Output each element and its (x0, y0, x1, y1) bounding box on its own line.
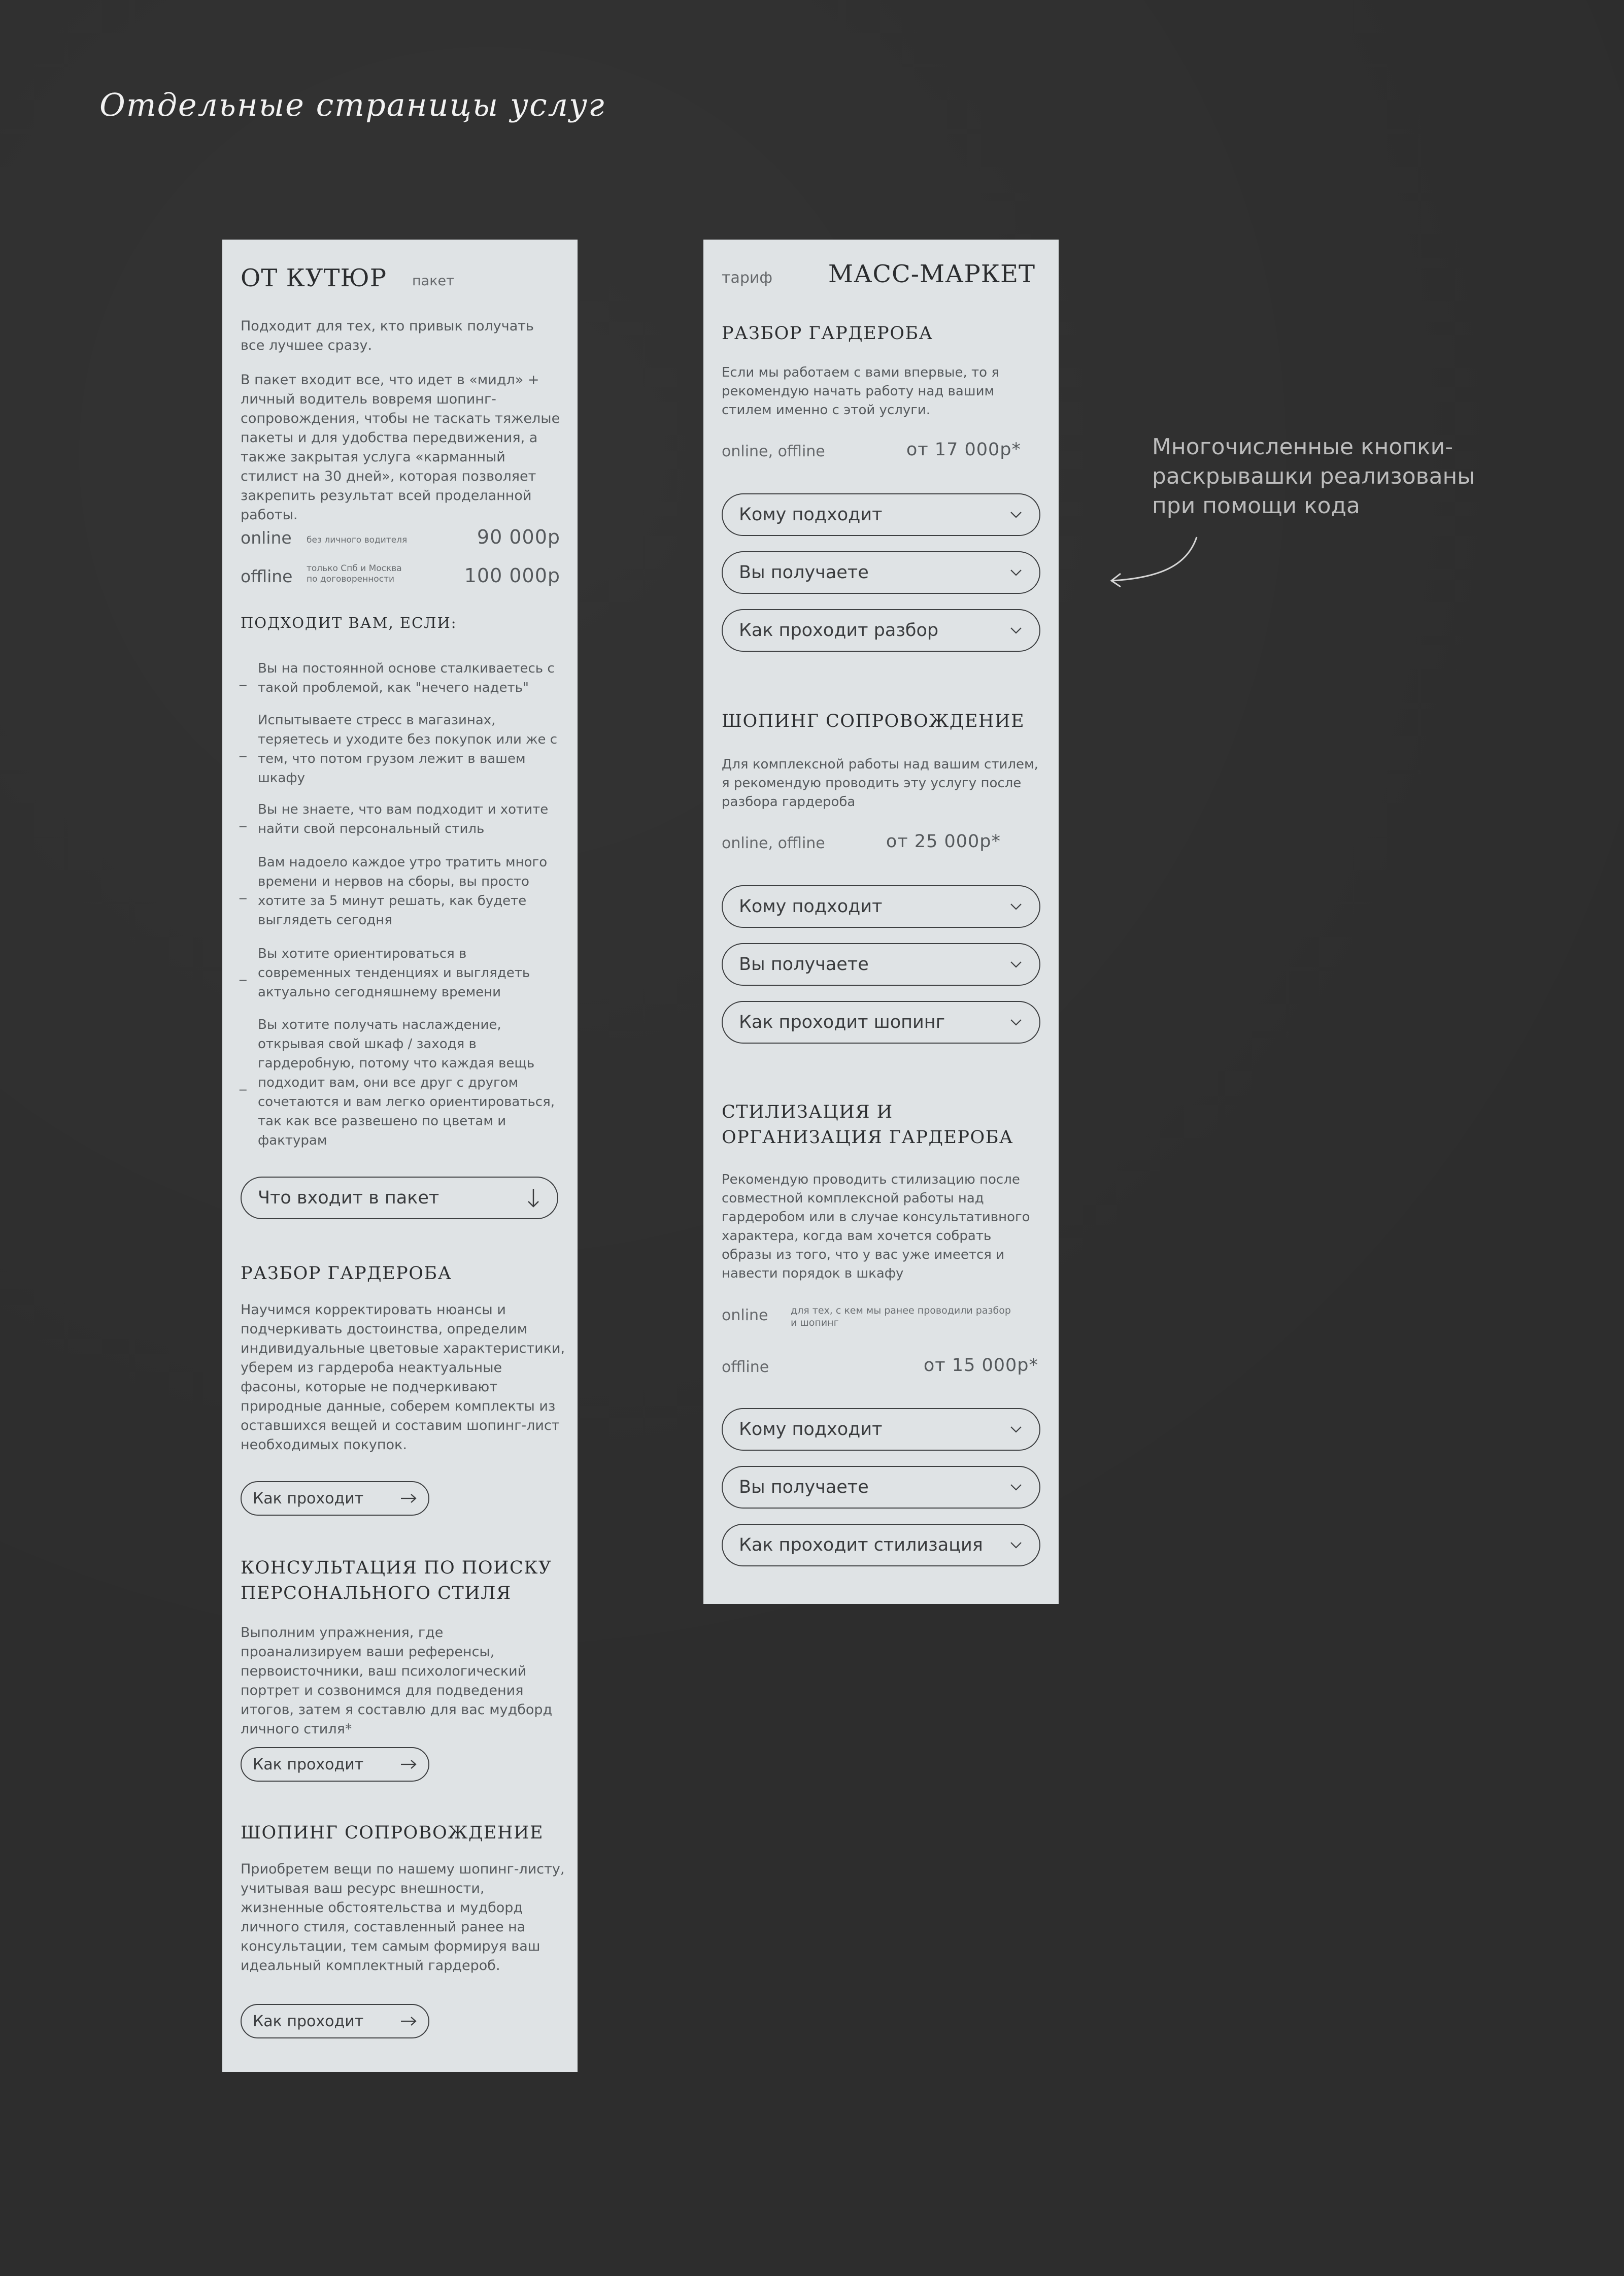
arrow-right-icon (400, 1759, 417, 1770)
dropdown-how-it-works[interactable]: Как проходит шопинг (722, 1001, 1040, 1044)
package-badge: пакет (412, 273, 454, 289)
chevron-down-icon (1010, 511, 1022, 518)
chevron-down-icon (1010, 627, 1022, 634)
list-item: _ Вы хотите ориентироваться в современных тенденциях и выглядеть актуально сегодняшнему времени (240, 946, 530, 1000)
service-format-offline: offline (722, 1358, 769, 1376)
dropdown-how-it-works[interactable]: Как проходит разбор (722, 609, 1040, 652)
package-title: ОТ КУТЮР (241, 264, 387, 292)
service-online-note: для тех, с кем мы ранее проводили разбор и шопинг (791, 1305, 1011, 1328)
list-item: _ Вы на постоянной основе сталкиваетесь с такой проблемой, как "нечего надеть" (240, 661, 555, 695)
chevron-down-icon (1010, 569, 1022, 576)
how-it-works-button[interactable]: Как проходит (241, 1747, 429, 1782)
list-item: _ Вы не знаете, что вам подходит и хотите найти свой персональный стиль (240, 802, 549, 836)
list-item: _ Вам надоело каждое утро тратить много времени и нервов на сборы, вы просто хотите за 5 минут решать, как будете выглядеть сегодня (240, 855, 548, 928)
dash-icon: _ (240, 965, 247, 981)
chevron-down-icon (1010, 1484, 1022, 1491)
dropdown-you-get[interactable]: Вы получаете (722, 943, 1040, 986)
arrow-down-icon (527, 1188, 540, 1208)
curved-arrow-icon (1106, 534, 1203, 590)
dropdown-how-it-works[interactable]: Как проходит стилизация (722, 1524, 1040, 1566)
dash-icon: _ (240, 811, 247, 827)
section-text: Приобретем вещи по нашему шопинг-листу, учитывая ваш ресурс внешности, жизненные обстоятельства и мудборд личного стиля, составленный ранее на консультации, тем самым формируя ваш идеальный комплектный гардероб. (241, 1861, 565, 1973)
dash-icon: _ (240, 741, 247, 757)
tariff-title: МАСС-МАРКЕТ (828, 260, 1035, 288)
service-price: от 15 000р* (923, 1355, 1038, 1376)
list-item: _ Испытываете стресс в магазинах, теряетесь и уходите без покупок или же с тем, что потом грузом лежит в вашем шкафу (240, 713, 558, 786)
price-offline: 100 000р (464, 564, 560, 587)
how-it-works-button[interactable]: Как проходит (241, 1481, 429, 1516)
price-format-offline: offline (241, 566, 293, 586)
service-price: от 17 000р* (906, 440, 1021, 460)
section-title: РАЗБОР ГАРДЕРОБА (722, 323, 933, 344)
chevron-down-icon (1010, 961, 1022, 968)
section-title: СТИЛИЗАЦИЯ И ОРГАНИЗАЦИЯ ГАРДЕРОБА (722, 1102, 1013, 1148)
price-online: 90 000р (477, 526, 560, 548)
dropdown-who-fits[interactable]: Кому подходит (722, 493, 1040, 536)
service-price: от 25 000р* (886, 831, 1001, 852)
chevron-down-icon (1010, 1019, 1022, 1026)
section-text: Если мы работаем с вами впервые, то я рекомендую начать работу над вашим стилем именно с этой услуги. (722, 365, 999, 418)
package-contents-button[interactable]: Что входит в пакет (241, 1177, 558, 1219)
section-text: Выполним упражнения, где проанализируем ваши референсы, первоисточники, ваш психологический портрет и созвонимся для подведения итогов, затем я составлю для вас мудборд личного стиля* (241, 1625, 553, 1737)
dash-icon: _ (240, 883, 247, 899)
dropdown-you-get[interactable]: Вы получаете (722, 551, 1040, 594)
arrow-right-icon (400, 1493, 417, 1504)
price-note-online: без личного водителя (307, 535, 408, 545)
section-title: ШОПИНГ СОПРОВОЖДЕНИЕ (722, 711, 1025, 731)
tariff-label: тариф (722, 269, 773, 287)
chevron-down-icon (1010, 1426, 1022, 1433)
package-intro: Подходит для тех, кто привык получать все лучшее сразу. (241, 318, 534, 353)
price-note-offline: только Спб и Москва по договоренности (307, 563, 402, 584)
section-text: Рекомендую проводить стилизацию после совместной комплексной работы над гардеробом или в случае консультативного характера, когда вам хочется собрать образы из того, что у вас уже имеется и навести порядок в шкафу (722, 1172, 1030, 1281)
service-format: online, offline (722, 834, 825, 852)
chevron-down-icon (1010, 1542, 1022, 1549)
price-format-online: online (241, 528, 292, 548)
package-description: В пакет входит все, что идет в «мидл» + личный водитель вовремя шопинг-сопровождения, чтобы не таскать тяжелые пакеты и для удобства передвижения, а также закрытая услуга «карманный стилист на 30 дней», которая позволяет закрепить результат всей проделанной работы. (241, 372, 560, 523)
section-title: КОНСУЛЬТАЦИЯ ПО ПОИСКУ ПЕРСОНАЛЬНОГО СТИЛЯ (241, 1558, 552, 1603)
dropdown-who-fits[interactable]: Кому подходит (722, 1408, 1040, 1451)
service-format: online, offline (722, 443, 825, 460)
page-title: Отдельные страницы услуг (99, 86, 605, 123)
fit-title: ПОДХОДИТ ВАМ, ЕСЛИ: (241, 614, 457, 631)
section-text: Для комплексной работы над вашим стилем, я рекомендую проводить эту услугу после разбора гардероба (722, 757, 1038, 810)
service-format-online: online (722, 1307, 768, 1324)
mass-market-panel (703, 240, 1059, 1604)
list-item: _ Вы хотите получать наслаждение, открывая свой шкаф / заходя в гардеробную, потому что каждая вещь подходит вам, они все друг с другом сочетаются и вам легко ориентироваться, так как все развешено по цветам и фактурам (240, 1017, 555, 1148)
dash-icon: _ (240, 670, 247, 686)
side-note: Многочисленные кнопки-раскрывашки реализованы при помощи кода (1152, 434, 1475, 519)
section-text: Научимся корректировать нюансы и подчеркивать достоинства, определим индивидуальные цветовые характеристики, уберем из гардероба неактуальные фасоны, которые не подчеркивают природные данные, соберем комплекты из оставшихся вещей и составим шопинг-лист необходимых покупок. (241, 1302, 565, 1453)
section-title: РАЗБОР ГАРДЕРОБА (241, 1263, 452, 1284)
chevron-down-icon (1010, 903, 1022, 910)
dash-icon: _ (240, 1075, 247, 1091)
arrow-right-icon (400, 2016, 417, 2027)
haute-couture-panel (222, 240, 578, 2072)
dropdown-who-fits[interactable]: Кому подходит (722, 885, 1040, 928)
section-title: ШОПИНГ СОПРОВОЖДЕНИЕ (241, 1823, 544, 1843)
dropdown-you-get[interactable]: Вы получаете (722, 1466, 1040, 1509)
how-it-works-button[interactable]: Как проходит (241, 2004, 429, 2038)
